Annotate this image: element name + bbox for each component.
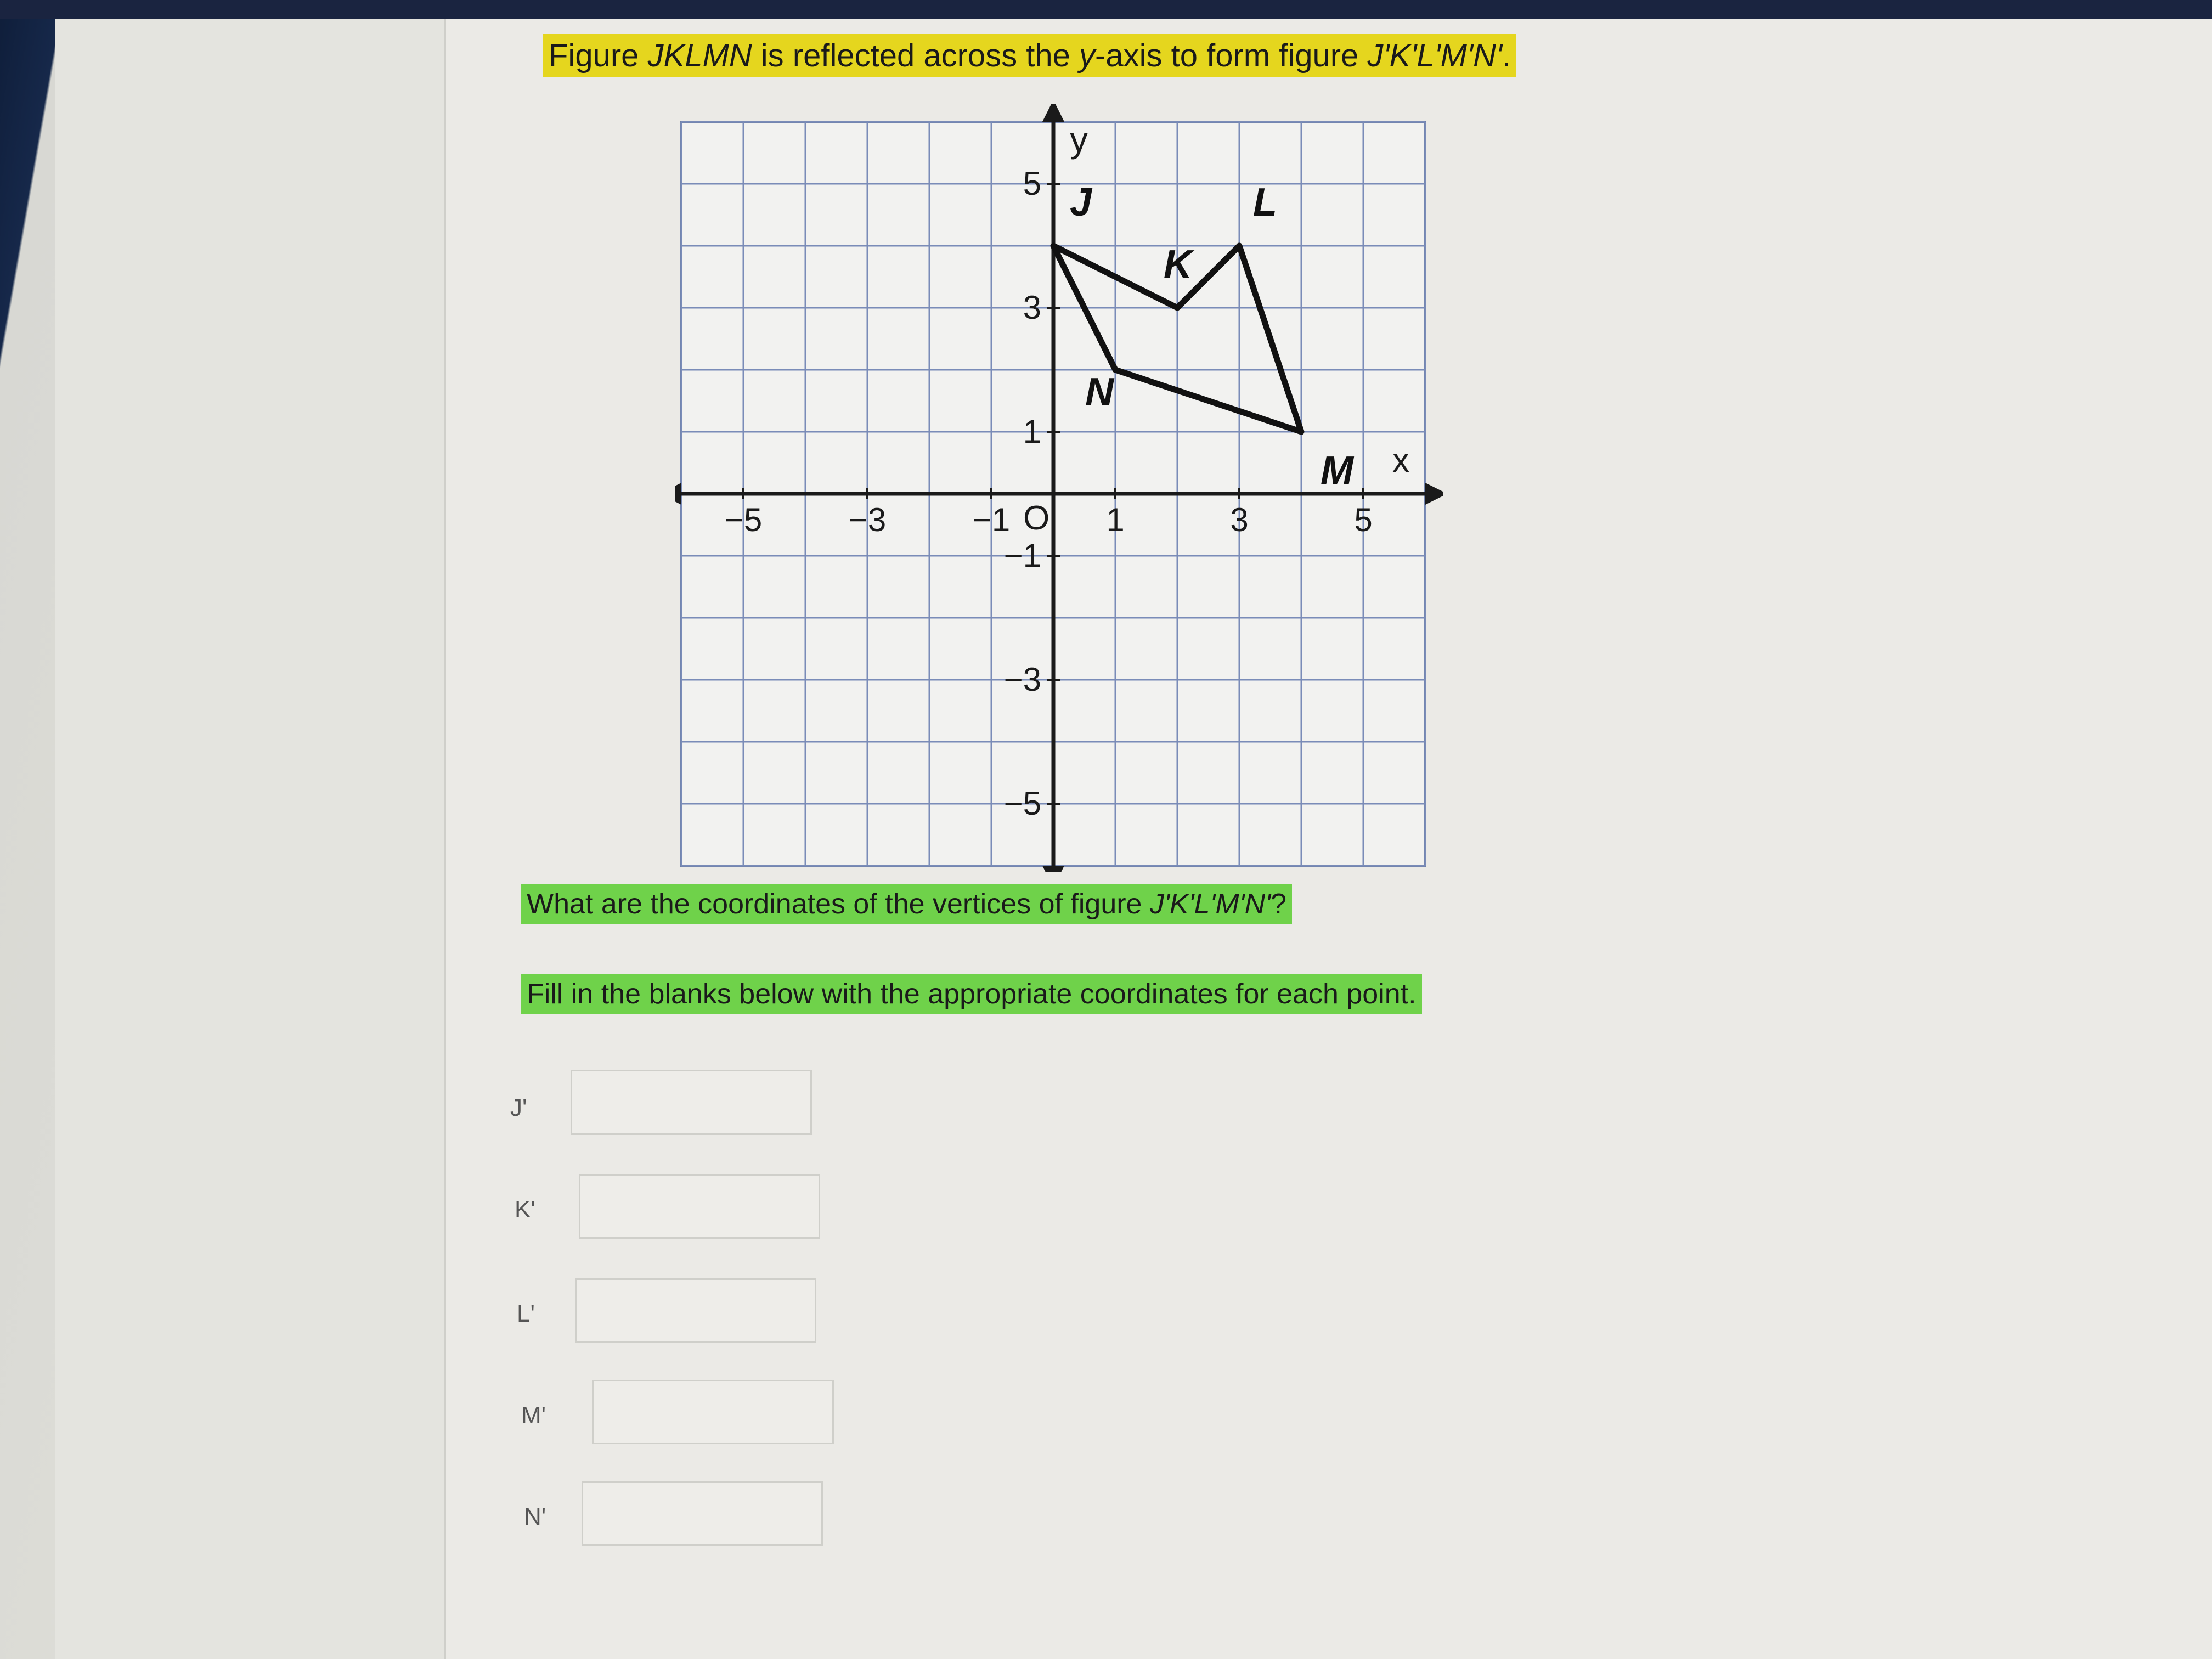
coordinate-plane [675, 104, 1443, 872]
x-tick-label: −1 [972, 501, 1011, 538]
question-text: What are the coordinates of the vertices of figure J'K'L'M'N'? [521, 884, 1292, 924]
y-tick-label: 3 [1023, 289, 1041, 326]
instruction-text: Fill in the blanks below with the appropriate coordinates for each point. [521, 974, 1422, 1014]
answer-label-j: J' [510, 1094, 527, 1121]
y-tick-label: 5 [1023, 165, 1041, 202]
x-tick-label: 3 [1230, 501, 1249, 538]
problem-title: Figure JKLMN is reflected across the y-axis to form figure J'K'L'M'N'. [543, 34, 1516, 77]
y-tick-label: −1 [1003, 537, 1041, 574]
y-axis-arrow-up [1042, 104, 1064, 122]
answer-label-k: K' [515, 1196, 535, 1223]
vertex-label-l: L [1253, 180, 1277, 224]
vertex-label-n: N [1085, 370, 1114, 414]
x-tick-label: 5 [1354, 501, 1373, 538]
origin-label: O [1023, 499, 1050, 537]
answer-label-m: M' [521, 1402, 546, 1429]
answer-input-n[interactable] [582, 1481, 823, 1546]
y-axis-arrow-down [1042, 866, 1064, 872]
answer-input-k[interactable] [579, 1174, 820, 1239]
answer-input-l[interactable] [575, 1278, 816, 1343]
vertex-label-j: J [1070, 180, 1092, 224]
left-panel [55, 19, 446, 1659]
y-tick-label: 1 [1023, 413, 1041, 450]
vertex-label-m: M [1321, 449, 1353, 493]
x-tick-label: −5 [724, 501, 763, 538]
answer-label-n: N' [524, 1503, 546, 1530]
top-bar [0, 0, 2212, 19]
y-tick-label: −5 [1003, 785, 1041, 822]
answer-input-j[interactable] [571, 1070, 812, 1135]
x-tick-label: 1 [1106, 501, 1125, 538]
x-axis-arrow-left [675, 483, 681, 505]
vertex-label-k: K [1164, 242, 1192, 286]
x-axis-arrow-right [1425, 483, 1443, 505]
y-axis-label: y [1070, 119, 1088, 160]
x-tick-label: −3 [848, 501, 887, 538]
answer-input-m[interactable] [592, 1380, 834, 1444]
y-tick-label: −3 [1003, 661, 1041, 698]
answer-label-l: L' [517, 1300, 535, 1327]
x-axis-label: x [1392, 442, 1409, 479]
